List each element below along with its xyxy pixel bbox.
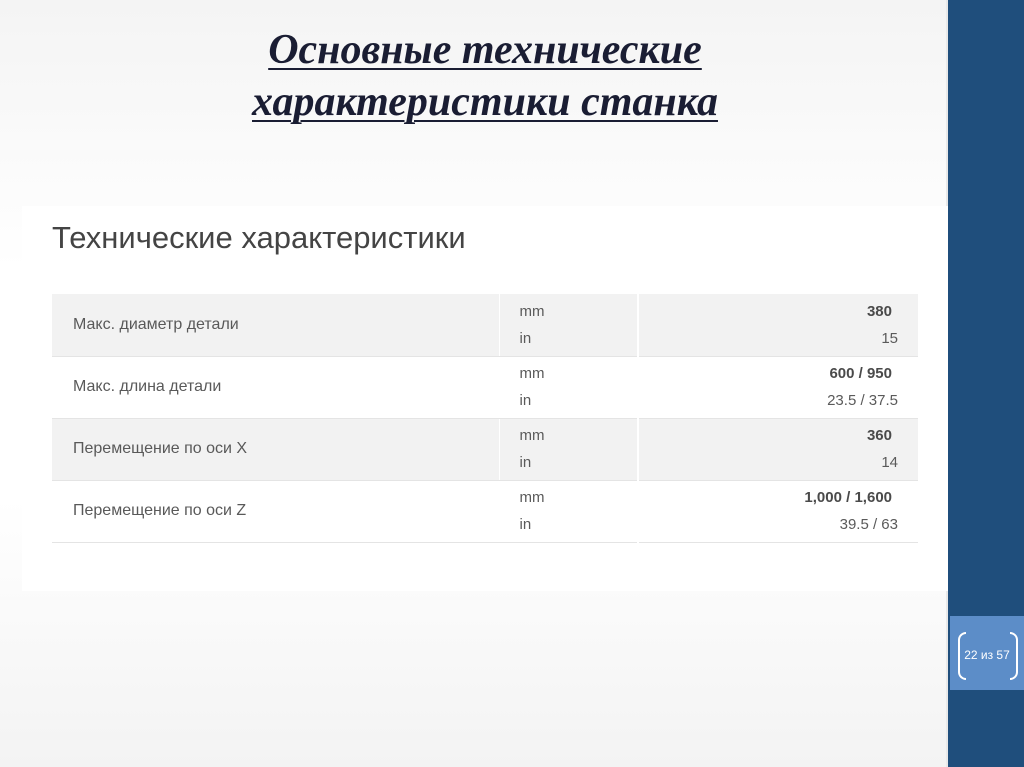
spec-values — [638, 356, 918, 418]
unit-mm: mm — [519, 427, 545, 444]
table-row — [52, 480, 918, 542]
value-mm: 1,000 / 1,600 — [804, 489, 892, 506]
unit-in: in — [519, 516, 532, 533]
unit-mm: mm — [519, 365, 545, 382]
spec-values — [638, 294, 918, 356]
spec-name: Перемещение по оси X — [52, 418, 499, 480]
right-brace-icon — [1010, 632, 1018, 680]
spec-name: Перемещение по оси Z — [52, 480, 499, 542]
spec-units — [499, 356, 638, 418]
spec-units — [499, 294, 638, 356]
value-in: 14 — [881, 454, 898, 471]
unit-mm: mm — [519, 302, 545, 320]
page-indicator — [950, 616, 1024, 690]
unit-in: in — [519, 392, 532, 409]
slide-title: Основные технические характеристики станка — [252, 27, 718, 125]
value-in: 15 — [881, 329, 898, 347]
unit-in: in — [519, 454, 532, 471]
table-row — [52, 294, 918, 356]
value-mm: 360 — [866, 427, 892, 444]
spec-units — [499, 480, 638, 542]
value-mm: 380 — [866, 302, 892, 320]
value-in: 23.5 / 37.5 — [827, 392, 898, 409]
value-mm: 600 / 950 — [829, 365, 892, 382]
spec-table — [52, 294, 918, 543]
spec-heading: Технические характеристики — [52, 220, 466, 255]
unit-in: in — [519, 329, 532, 347]
unit-mm: mm — [519, 489, 545, 506]
spec-values — [638, 418, 918, 480]
table-row — [52, 418, 918, 480]
spec-name: Макс. длина детали — [52, 356, 499, 418]
page-number: 22 из 57 — [964, 648, 1010, 662]
value-in: 39.5 / 63 — [839, 516, 898, 533]
table-row — [52, 356, 918, 418]
spec-name: Макс. диаметр детали — [52, 294, 499, 356]
spec-units — [499, 418, 638, 480]
spec-values — [638, 480, 918, 542]
spec-panel — [22, 206, 948, 591]
